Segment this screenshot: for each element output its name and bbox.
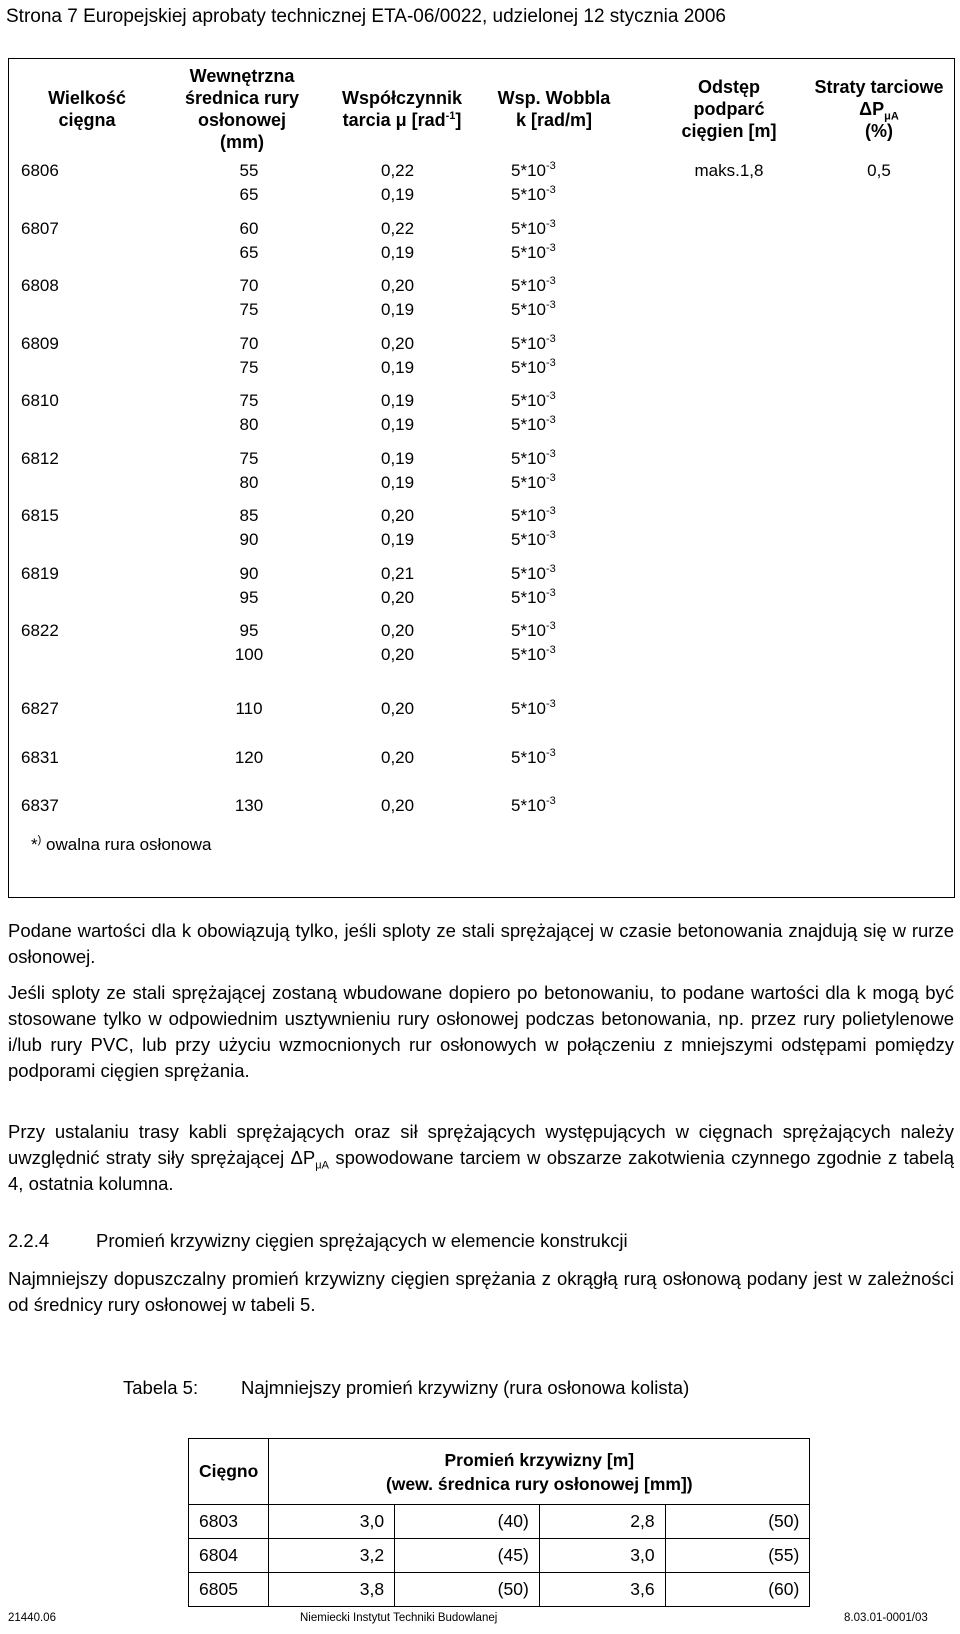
row-diameter-1: 60 bbox=[239, 218, 259, 238]
friction-table bbox=[8, 58, 955, 898]
row-wobble-1 bbox=[511, 391, 556, 411]
row-diameter-2: 90 bbox=[239, 530, 259, 549]
t5-head-size: Cięgno bbox=[189, 1439, 269, 1505]
k-base: 5*10 bbox=[511, 357, 546, 377]
row-friction-1: 0,19 bbox=[381, 448, 415, 468]
losses-value: 0,5 bbox=[867, 161, 891, 180]
row-friction: 0,20 bbox=[381, 747, 415, 767]
row-friction-2: 0,20 bbox=[381, 587, 415, 607]
row-size: 6806 bbox=[21, 161, 59, 180]
footer-left: 21440.06 bbox=[8, 1612, 56, 1624]
k-base: 5*10 bbox=[511, 242, 546, 262]
k-base: 5*10 bbox=[511, 448, 546, 468]
row-diameter-1: 75 bbox=[239, 448, 259, 468]
row-friction-1: 0,20 bbox=[381, 506, 415, 525]
k-exponent: -3 bbox=[545, 356, 556, 369]
header-friction: Współczynnik tarcia μ [rad$^{-1}$] bbox=[341, 88, 463, 130]
k-exponent: -3 bbox=[545, 746, 556, 759]
k-base: 5*10 bbox=[511, 747, 546, 767]
t5-cell-r2: 3,0 bbox=[539, 1539, 665, 1573]
row-diameter-2: 65 bbox=[239, 242, 259, 262]
row-wobble-2 bbox=[511, 415, 556, 435]
table-row bbox=[189, 1539, 810, 1573]
row-friction-1: 0,19 bbox=[381, 391, 415, 410]
k-base: 5*10 bbox=[511, 300, 546, 319]
row-wobble bbox=[511, 699, 556, 719]
row-diameter-1: 85 bbox=[239, 506, 259, 525]
k-base: 5*10 bbox=[511, 415, 546, 434]
t5-cell-d2: (50) bbox=[665, 1505, 810, 1539]
row-diameter-1: 90 bbox=[239, 563, 259, 583]
row-wobble-1 bbox=[511, 334, 556, 354]
row-friction-1: 0,21 bbox=[381, 563, 415, 583]
k-base: 5*10 bbox=[511, 218, 546, 238]
row-size: 6831 bbox=[21, 747, 59, 767]
paragraph-3: Przy ustalaniu trasy kabli sprężających oraz sił sprężających występujących w cięgnach sprężających należy uwzględnić straty siły sprężającej $\Delta P_{\mu A}$ spowodowane tarciem w obszarze zakotwienia czynnego zgodnie z tabelą 4, ostatnia kolumna. bbox=[8, 1121, 954, 1194]
k-exponent: -3 bbox=[545, 698, 556, 710]
k-base: 5*10 bbox=[511, 563, 546, 583]
k-base: 5*10 bbox=[511, 506, 546, 525]
k-base: 5*10 bbox=[511, 276, 546, 295]
row-size: 6827 bbox=[21, 699, 59, 718]
row-friction-2: 0,19 bbox=[381, 415, 415, 434]
row-wobble-2 bbox=[511, 530, 556, 550]
row-diameter-2: 80 bbox=[239, 472, 259, 492]
t5-cell-size: 6803 bbox=[189, 1505, 269, 1539]
k-exponent: -3 bbox=[545, 447, 556, 460]
row-friction-1: 0,22 bbox=[381, 161, 415, 180]
row-diameter-1: 70 bbox=[239, 333, 259, 353]
footer-center: Niemiecki Instytut Techniki Budowlanej bbox=[300, 1612, 498, 1624]
row-wobble-1 bbox=[511, 506, 556, 526]
header-size: Wielkość cięgna bbox=[48, 88, 126, 130]
row-wobble-1 bbox=[511, 276, 556, 296]
radius-table bbox=[188, 1438, 810, 1607]
t5-cell-d1: (40) bbox=[395, 1505, 540, 1539]
row-diameter-1: 55 bbox=[239, 161, 259, 180]
t5-head-radius: Promień krzywizny [m] (wew. średnica rury osłonowej [mm]) bbox=[269, 1439, 810, 1505]
paragraph-4: Najmniejszy dopuszczalny promień krzywizny cięgien sprężania z okrągłą rurą osłonową podany jest w zależności od średnicy rury osłonowej w tabeli 5. bbox=[8, 1268, 954, 1315]
k-exponent: -3 bbox=[545, 505, 556, 517]
row-diameter-2: 65 bbox=[239, 185, 259, 204]
header-losses: Straty tarciowe $\Delta P_{\mu A}$ (%) bbox=[814, 77, 944, 141]
row-wobble-2 bbox=[511, 358, 556, 378]
k-exponent: -3 bbox=[545, 414, 556, 426]
k-base: 5*10 bbox=[511, 391, 546, 410]
k-exponent: -3 bbox=[545, 217, 556, 230]
row-diameter-1: 70 bbox=[239, 276, 259, 295]
section-heading: 2.2.4 Promień krzywizny cięgien sprężających w elemencie konstrukcji bbox=[8, 1230, 628, 1251]
row-friction-2: 0,19 bbox=[381, 185, 415, 204]
row-friction-2: 0,19 bbox=[381, 530, 415, 549]
k-exponent: -3 bbox=[545, 299, 556, 311]
t5-cell-d2: (60) bbox=[665, 1573, 810, 1607]
row-wobble-2 bbox=[511, 645, 556, 665]
k-exponent: -3 bbox=[545, 644, 556, 656]
t5-cell-d1: (50) bbox=[395, 1573, 540, 1607]
k-exponent: -3 bbox=[545, 275, 556, 287]
row-diameter-1: 75 bbox=[239, 391, 259, 410]
row-wobble bbox=[511, 796, 556, 816]
k-base: 5*10 bbox=[511, 472, 546, 492]
row-diameter: 130 bbox=[234, 796, 264, 815]
row-diameter-2: 75 bbox=[239, 300, 259, 319]
table5-caption: Tabela 5: Najmniejszy promień krzywizny (rura osłonowa kolista) bbox=[123, 1377, 690, 1398]
row-diameter-1: 95 bbox=[239, 621, 259, 640]
t5-cell-r1: 3,0 bbox=[269, 1505, 395, 1539]
row-size: 6810 bbox=[21, 391, 59, 410]
k-base: 5*10 bbox=[511, 333, 546, 353]
row-size: 6819 bbox=[21, 563, 59, 583]
k-exponent: -3 bbox=[545, 795, 556, 807]
k-base: 5*10 bbox=[511, 621, 546, 640]
row-size: 6808 bbox=[21, 276, 59, 295]
row-diameter: 120 bbox=[234, 747, 264, 767]
t5-cell-d2: (55) bbox=[665, 1539, 810, 1573]
header-wobble: Wsp. Wobbla k [rad/m] bbox=[497, 88, 611, 130]
page-header: Strona 7 Europejskiej aprobaty technicznej ETA-06/0022, udzielonej 12 stycznia 2006 bbox=[6, 6, 726, 27]
row-size: 6837 bbox=[21, 796, 59, 815]
row-diameter-2: 80 bbox=[239, 415, 259, 434]
row-wobble-2 bbox=[511, 243, 556, 263]
row-friction-2: 0,19 bbox=[381, 357, 415, 377]
row-wobble-1 bbox=[511, 449, 556, 469]
row-friction-2: 0,19 bbox=[381, 472, 415, 492]
paragraph-2: Jeśli sploty ze stali sprężającej zostaną wbudowane dopiero po betonowaniu, to podane wartości dla k mogą być stosowane tylko w odpowiednim usztywnieniu rury osłonowej podczas betonowania, np. przez rury polietylenowe i/lub rury PVC, lub przy użyciu wzmocnionych rur osłonowych w połączeniu z mniejszymi odstępami pomiędzy podporami cięgien sprężania. bbox=[8, 982, 954, 1081]
row-size: 6822 bbox=[21, 621, 59, 640]
t5-cell-r2: 2,8 bbox=[539, 1505, 665, 1539]
row-diameter-2: 100 bbox=[234, 645, 264, 664]
row-friction: 0,20 bbox=[381, 699, 415, 718]
k-base: 5*10 bbox=[511, 796, 546, 815]
row-size: 6812 bbox=[21, 448, 59, 468]
row-wobble-1 bbox=[511, 161, 556, 181]
k-exponent: -3 bbox=[545, 471, 556, 484]
header-diameter: Wewnętrzna średnica rury osłonowej (mm) bbox=[184, 66, 300, 152]
k-base: 5*10 bbox=[511, 530, 546, 549]
footnote: *) owalna rura osłonowa bbox=[31, 834, 212, 854]
paragraph-1: Podane wartości dla k obowiązują tylko, jeśli sploty ze stali sprężającej w czasie betonowania znajdują się w rurze osłonowej. bbox=[8, 920, 954, 967]
k-exponent: -3 bbox=[545, 160, 556, 172]
row-friction-1: 0,20 bbox=[381, 333, 415, 353]
row-friction-1: 0,22 bbox=[381, 218, 415, 238]
footer-right: 8.03.01-0001/03 bbox=[844, 1612, 928, 1624]
row-size: 6807 bbox=[21, 218, 59, 238]
k-base: 5*10 bbox=[511, 587, 546, 607]
t5-cell-r1: 3,2 bbox=[269, 1539, 395, 1573]
k-base: 5*10 bbox=[511, 645, 546, 664]
row-size: 6815 bbox=[21, 506, 59, 525]
row-wobble-2 bbox=[511, 473, 556, 493]
row-diameter-2: 75 bbox=[239, 357, 259, 377]
table-row bbox=[189, 1573, 810, 1607]
k-exponent: -3 bbox=[545, 390, 556, 402]
k-exponent: -3 bbox=[545, 529, 556, 541]
row-friction-2: 0,19 bbox=[381, 242, 415, 262]
row-wobble-2 bbox=[511, 185, 556, 205]
k-exponent: -3 bbox=[545, 586, 556, 599]
k-base: 5*10 bbox=[511, 185, 546, 204]
t5-cell-size: 6805 bbox=[189, 1573, 269, 1607]
row-wobble-1 bbox=[511, 621, 556, 641]
t5-cell-d1: (45) bbox=[395, 1539, 540, 1573]
t5-cell-size: 6804 bbox=[189, 1539, 269, 1573]
row-size: 6809 bbox=[21, 333, 59, 353]
row-friction-1: 0,20 bbox=[381, 621, 415, 640]
row-wobble-1 bbox=[511, 564, 556, 584]
k-exponent: -3 bbox=[545, 241, 556, 254]
spacing-value: maks.1,8 bbox=[694, 161, 764, 180]
k-exponent: -3 bbox=[545, 562, 556, 575]
row-diameter-2: 95 bbox=[239, 587, 259, 607]
table-row bbox=[189, 1505, 810, 1539]
row-friction-2: 0,19 bbox=[381, 300, 415, 319]
row-friction-1: 0,20 bbox=[381, 276, 415, 295]
k-exponent: -3 bbox=[545, 620, 556, 632]
k-base: 5*10 bbox=[511, 161, 546, 180]
row-diameter: 110 bbox=[235, 699, 263, 718]
header-spacing: Odstęp podparć cięgien [m] bbox=[681, 77, 777, 141]
row-friction: 0,20 bbox=[381, 796, 415, 815]
row-wobble-2 bbox=[511, 588, 556, 608]
k-exponent: -3 bbox=[545, 332, 556, 345]
row-wobble-1 bbox=[511, 219, 556, 239]
row-friction-2: 0,20 bbox=[381, 645, 415, 664]
k-exponent: -3 bbox=[545, 184, 556, 196]
t5-cell-r1: 3,8 bbox=[269, 1573, 395, 1607]
t5-cell-r2: 3,6 bbox=[539, 1573, 665, 1607]
row-wobble-2 bbox=[511, 300, 556, 320]
k-base: 5*10 bbox=[511, 699, 546, 718]
row-wobble bbox=[511, 748, 556, 768]
